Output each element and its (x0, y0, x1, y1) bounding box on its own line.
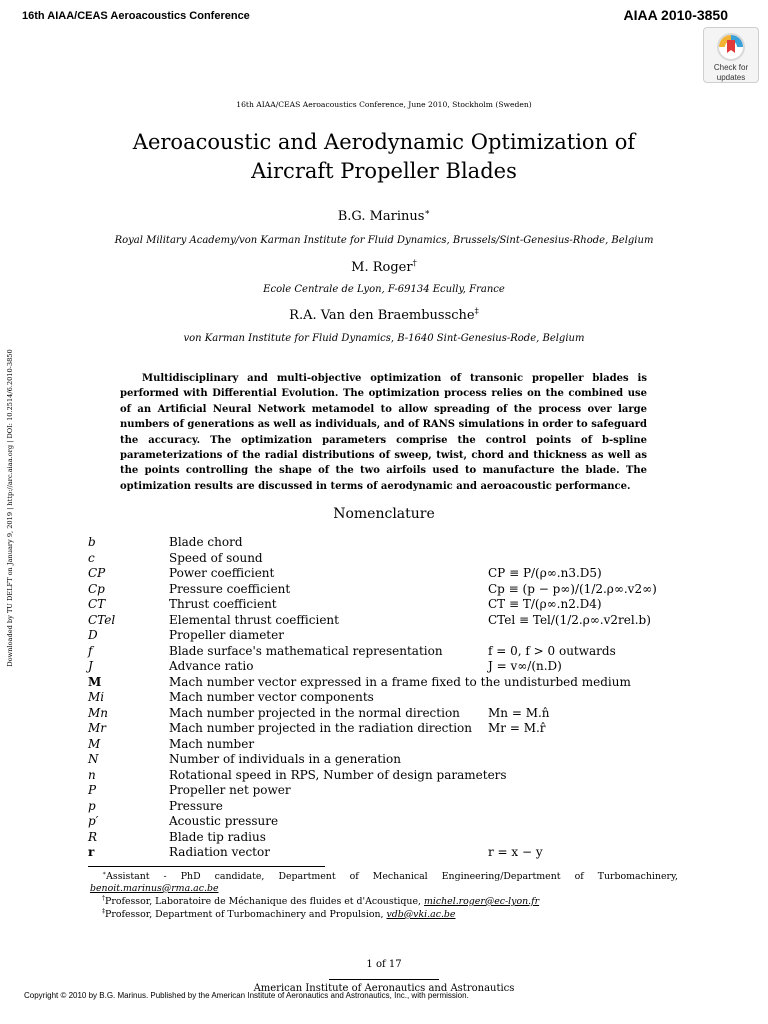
nomenclature-row (88, 752, 688, 768)
affiliation-3: von Karman Institute for Fluid Dynamics, B-1640 Sint-Genesius-Rode, Belgium (183, 333, 585, 344)
nomenclature-formula: CP ≡ P/(ρ∞.n3.D5) (488, 566, 602, 580)
nomenclature-description: Elemental thrust coefficient (169, 612, 339, 627)
nomenclature-description: Mach number projected in the normal direction (169, 705, 460, 720)
nomenclature-row (88, 845, 688, 861)
footnote-text: Professor, Laboratoire de Méchanique des fluides et d'Acoustique, (105, 896, 421, 907)
nomenclature-description: Thrust coefficient (169, 597, 277, 611)
author-mark: ‡ (474, 305, 479, 316)
affiliation-1: Royal Military Academy/von Karman Institute for Fluid Dynamics, Brussels/Sint-Genesius-Rhode, Belgium (114, 235, 654, 246)
page-number: 1 of 17 (366, 959, 402, 970)
paper-title (0, 128, 768, 186)
nomenclature-symbol: M (88, 736, 101, 751)
nomenclature-symbol: J (88, 659, 93, 673)
nomenclature-symbol: N (88, 752, 99, 766)
nomenclature-row (88, 675, 688, 691)
institute-line: American Institute of Aeronautics and Astronautics (253, 983, 515, 994)
email-link[interactable]: benoit.marinus@rma.ac.be (90, 883, 219, 894)
nomenclature-description: Blade chord (169, 535, 243, 549)
nomenclature-symbol: p (88, 798, 96, 813)
nomenclature-symbol: R (88, 829, 98, 844)
nomenclature-description: Propeller diameter (169, 628, 284, 642)
copyright-line: Copyright © 2010 by B.G. Marinus. Published by the American Institute of Aeronautics and Astronautics, Inc., with permission. (24, 991, 469, 1000)
title-line-2: Aircraft Propeller Blades (251, 159, 517, 183)
nomenclature-symbol: CT (88, 597, 106, 611)
title-line-1: Aeroacoustic and Aerodynamic Optimization of (132, 130, 636, 154)
nomenclature-description: Power coefficient (169, 566, 275, 580)
nomenclature-row (88, 737, 688, 753)
footnote-mark: ∗ (102, 869, 107, 877)
footnote-rule (88, 866, 325, 867)
nomenclature-row (88, 768, 688, 784)
nomenclature-description: Mach number vector expressed in a frame fixed to the undisturbed medium (169, 674, 631, 689)
nomenclature-description: Speed of sound (169, 550, 263, 565)
footnote-mark: † (102, 894, 106, 902)
nomenclature-description: Blade surface's mathematical representation (169, 643, 443, 658)
conference-line: 16th AIAA/CEAS Aeroacoustics Conference, June 2010, Stockholm (Sweden) (236, 100, 532, 109)
nomenclature-symbol: Mr (88, 721, 107, 735)
paper-number: AIAA 2010-3850 (623, 7, 728, 23)
nomenclature-symbol: f (88, 643, 93, 658)
nomenclature-row (88, 830, 688, 846)
author-2 (0, 257, 768, 275)
nomenclature-formula: CTel ≡ Tel/(1/2.ρ∞.v2rel.b) (488, 612, 651, 627)
footnote-1 (90, 871, 678, 884)
author-name: R.A. Van den Braembussche (289, 308, 475, 323)
affiliation-2: Ecole Centrale de Lyon, F-69134 Ecully, France (263, 284, 505, 295)
footnote-2 (90, 896, 678, 909)
nomenclature-description: Mach number vector components (169, 690, 374, 704)
download-side-note: Downloaded by TU DELFT on January 9, 2019 | http://arc.aiaa.org | DOI: 10.2514/6.2010-3850 (6, 349, 14, 667)
nomenclature-row (88, 597, 688, 613)
nomenclature-row (88, 551, 688, 567)
nomenclature-symbol: M (88, 674, 102, 689)
nomenclature-row (88, 814, 688, 830)
check-for-updates-label-2: updates (716, 73, 746, 82)
check-for-updates-button[interactable] (703, 27, 759, 83)
author-1 (0, 206, 768, 224)
nomenclature-description: Mach number projected in the radiation direction (169, 721, 473, 735)
nomenclature-description: Mach number (169, 736, 255, 751)
footnote-mark: ‡ (102, 907, 106, 915)
nomenclature-description: Acoustic pressure (169, 814, 279, 828)
nomenclature-heading: Nomenclature (333, 506, 435, 522)
nomenclature-formula: Mr = M.r̂ (488, 721, 546, 735)
footer-rule (329, 979, 439, 980)
nomenclature-symbol: Mi (88, 690, 105, 704)
conference-header: 16th AIAA/CEAS Aeroacoustics Conference (22, 10, 250, 22)
nomenclature-formula: CT ≡ T/(ρ∞.n2.D4) (488, 597, 602, 611)
author-3 (0, 305, 768, 323)
author-mark: ∗ (424, 206, 431, 217)
nomenclature-description: Number of individuals in a generation (169, 752, 401, 766)
author-name: B.G. Marinus (337, 209, 425, 224)
nomenclature-description: Propeller net power (169, 783, 291, 797)
nomenclature-symbol: r (88, 845, 95, 859)
abstract: Multidisciplinary and multi-objective optimization of transonic propeller blades is performed with Differential Evolution. The optimization process relies on the combined use of an Artificial Neural Network metamodel to allow spreading of the process over large numbers of generations as well as individuals, and of RANS simulations in order to safeguard the accuracy. The optimization parameters comprise the control points of b-spline parameterizations of the radial distributions of sweep, twist, chord and thickness as well as the points controlling the shape of the two airfoils used to manufacture the blade. The optimization results are discussed in terms of aerodynamic and aeroacoustic performance. (120, 373, 647, 492)
crossmark-icon (716, 32, 746, 62)
nomenclature-formula: J = v∞/(n.D) (488, 659, 562, 673)
author-name: M. Roger (351, 260, 413, 275)
nomenclature-row (88, 613, 688, 629)
nomenclature-row (88, 582, 688, 598)
nomenclature-symbol: Mn (88, 705, 109, 720)
nomenclature-description: Advance ratio (169, 659, 254, 673)
nomenclature-description: Pressure coefficient (169, 581, 291, 596)
nomenclature-row (88, 706, 688, 722)
nomenclature-row (88, 690, 688, 706)
nomenclature-row (88, 659, 688, 675)
nomenclature-formula: r = x − y (488, 845, 543, 859)
nomenclature-row (88, 783, 688, 799)
nomenclature-row (88, 566, 688, 582)
nomenclature-symbol: D (88, 628, 98, 642)
nomenclature-symbol: Cp (88, 581, 105, 596)
check-for-updates-label-1: Check for (713, 63, 749, 72)
nomenclature-description: Radiation vector (169, 845, 270, 859)
author-mark: † (412, 257, 417, 268)
footnote-text: Professor, Department of Turbomachinery and Propulsion, (105, 909, 384, 920)
footnote-text: Assistant - PhD candidate, Department of Mechanical Engineering/Department of Turbomachinery, (106, 871, 678, 882)
nomenclature-symbol: p′ (88, 814, 99, 828)
nomenclature-formula: Cp ≡ (p − p∞)/(1/2.ρ∞.v2∞) (488, 581, 657, 596)
nomenclature-symbol: CTel (88, 612, 116, 627)
nomenclature-row (88, 721, 688, 737)
footnote-1-email-line (90, 883, 678, 896)
email-link[interactable]: michel.roger@ec-lyon.fr (423, 896, 540, 907)
nomenclature-row (88, 799, 688, 815)
nomenclature-formula: Mn = M.n̂ (488, 705, 550, 720)
nomenclature-row (88, 628, 688, 644)
nomenclature-description: Rotational speed in RPS, Number of design parameters (169, 767, 507, 782)
email-link[interactable]: vdb@vki.ac.be (386, 909, 456, 920)
nomenclature-symbol: P (88, 783, 97, 797)
nomenclature-row (88, 535, 688, 551)
nomenclature-formula: f = 0, f > 0 outwards (488, 643, 616, 658)
footnote-3 (90, 909, 678, 922)
nomenclature-symbol: c (88, 550, 95, 565)
nomenclature-symbol: b (88, 535, 96, 549)
nomenclature-description: Blade tip radius (169, 829, 266, 844)
nomenclature-row (88, 644, 688, 660)
nomenclature-description: Pressure (169, 798, 223, 813)
nomenclature-symbol: CP (88, 566, 106, 580)
nomenclature-symbol: n (88, 767, 96, 782)
